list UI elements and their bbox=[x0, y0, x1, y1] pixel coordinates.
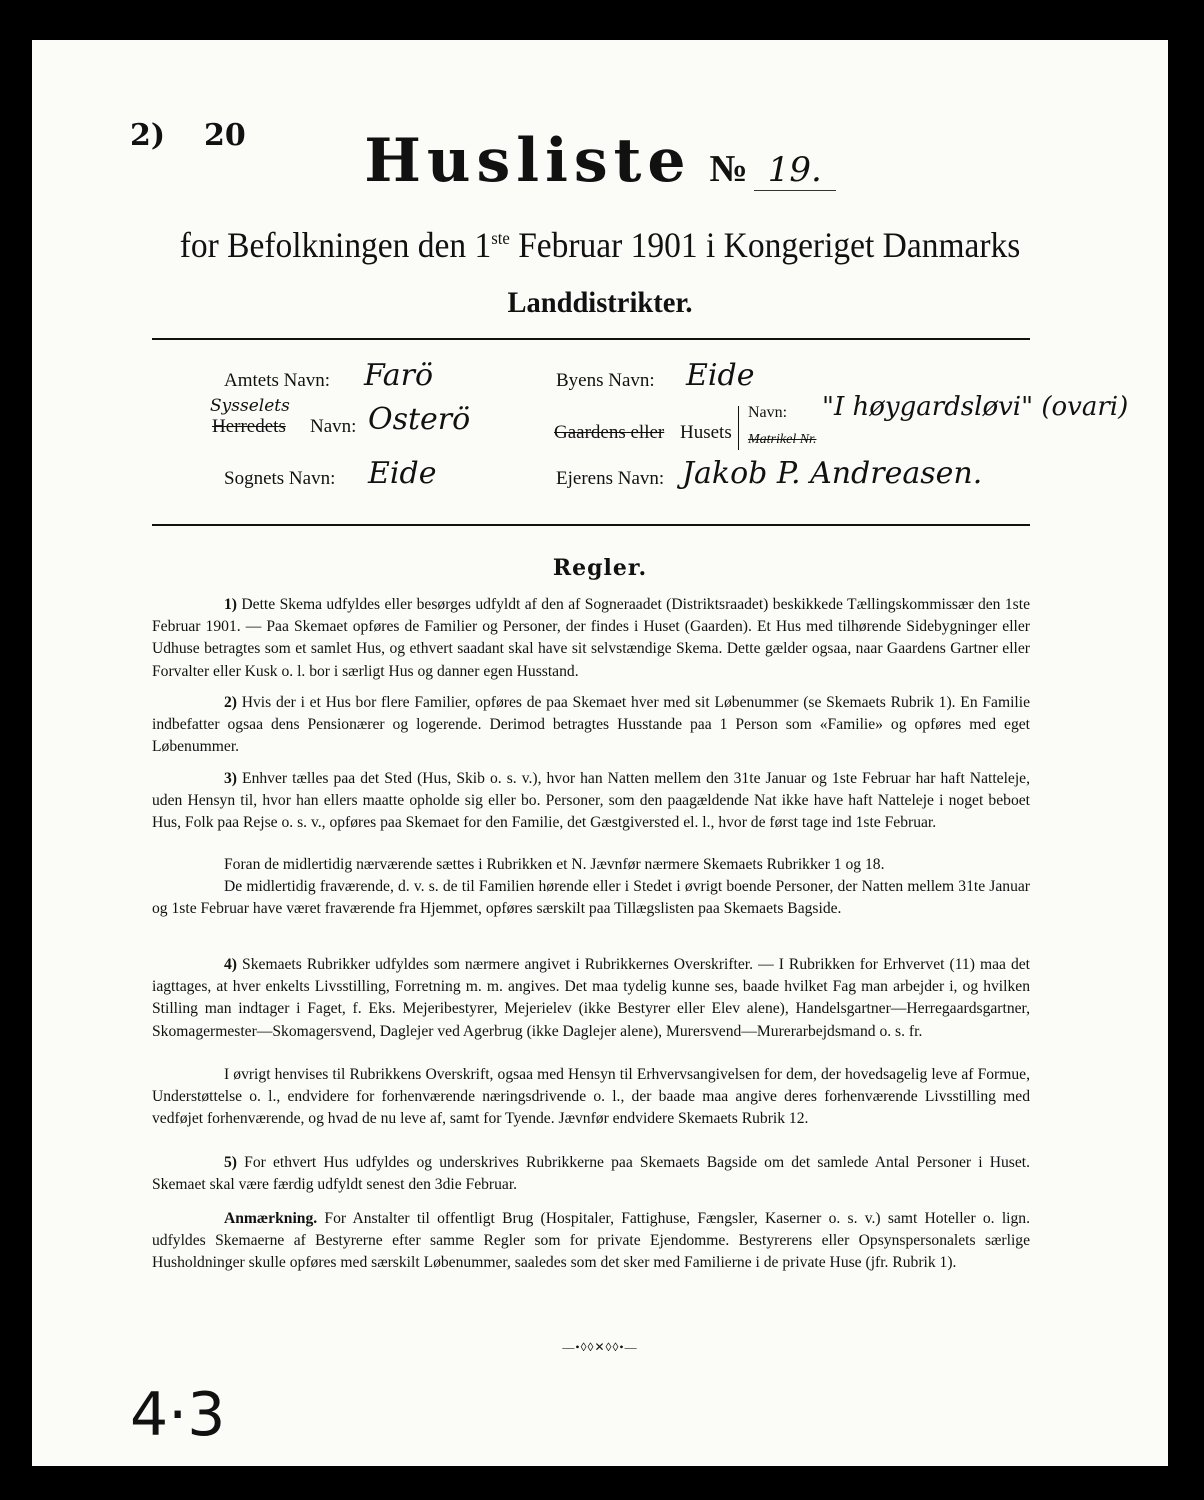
navn-label: Navn: bbox=[748, 404, 788, 421]
rule-3b: Foran de midlertidig nærværende sættes i Rubrikken et N. Jævnfør nærmere Skemaets Rubrikker 1 og 18. bbox=[224, 856, 885, 873]
subtitle-post: Februar 1901 i Kongeriget Danmarks bbox=[509, 225, 1021, 265]
syssel-value: Osterö bbox=[368, 402, 471, 437]
rule-5-text: For ethvert Hus udfyldes og underskrives Rubrikkerne paa Skemaets Bagside om det samlede Antal Personer i Huset. Skemaet skal være færdig udfyldt senest den 3die Februar. bbox=[152, 1154, 1030, 1194]
rule-3-text: Enhver tælles paa det Sted (Hus, Skib o. s. v.), hvor han Natten mellem den 31te Januar og 1ste Februar har haft Natteleje, uden Hensyn til, hvor han ellers maatte opholde sig eller bo. Personer, som den paagældende Nat ikke have haft Natteleje i noget beboet Hus, Folk paa Rejse o. s. v., opføres paa Skemaet for den Familie, det Gæstgiversted el. l., hvor de først tage ind 1ste Februar. bbox=[152, 770, 1030, 832]
rule-2 bbox=[152, 692, 1030, 759]
by-label: Byens Navn: bbox=[556, 370, 655, 391]
top-rule bbox=[152, 338, 1030, 340]
syssel-label: Navn: bbox=[310, 416, 357, 437]
anmaerkning-label: Anmærkning. bbox=[224, 1210, 318, 1227]
ornament-divider: —•◊◊✕◊◊•— bbox=[562, 1340, 638, 1354]
brace-line bbox=[738, 406, 739, 450]
rule-4b: I øvrigt henvises til Rubrikkens Overskrift, ogsaa med Hensyn til Erhvervsangivelsen for dem, der hovedsagelig leve af Formue, Understøttelse o. l., endvidere for forhenværende næringsdrivende o. l., der baade maa angive deres forhenværende Livsstilling med vedføjet forhenværende, og hvad de nu leve af, samt for Tyende. Jævnfør endvidere Skemaets Rubrik 12. bbox=[152, 1066, 1030, 1128]
rule-3-num: 3) bbox=[224, 770, 237, 787]
title-no-value: 19. bbox=[754, 150, 836, 191]
anmaerkning bbox=[152, 1208, 1030, 1275]
subtitle-pre: for Befolkningen den 1 bbox=[179, 225, 492, 265]
form-title bbox=[32, 126, 1168, 196]
rule-4 bbox=[152, 954, 1030, 1043]
rule-1-num: 1) bbox=[224, 596, 237, 613]
amt-value: Farö bbox=[364, 358, 434, 393]
subtitle-sup: ste bbox=[491, 228, 510, 248]
syssel-handwritten-label: Sysselets bbox=[210, 396, 290, 416]
regler-heading: Regler. bbox=[552, 555, 648, 581]
corner-number-left: 2) bbox=[130, 118, 166, 153]
handwritten-number-bottom: 4·3 bbox=[130, 1380, 226, 1450]
rule-4-text: Skemaets Rubrikker udfyldes som nærmere angivet i Rubrikkernes Overskrifter. — I Rubrikken for Erhvervet (11) maa det iagttages, at hver enkelts Livsstilling, Forretning m. m. angives. Det maa tydelig kunne ses, baade hvilket Fag man arbejder i, og hvilken Stilling man indtager i Faget, f. Eks. Mejeribestyrer, Mejerielev (ikke Bestyrer eller Elev alene), Handelsgartner—Herregaardsgartner, Skomagermester—Skomagersvend, Daglejer ved Agerbrug (ikke Daglejer alene), Murersvend—Murerarbejdsmand o. s. fr. bbox=[152, 956, 1030, 1040]
gaard-struck-label: Gaardens eller bbox=[554, 422, 665, 443]
ejer-value: Jakob P. Andreasen. bbox=[682, 456, 983, 491]
ejer-label: Ejerens Navn: bbox=[556, 468, 665, 489]
rule-3 bbox=[152, 768, 1030, 835]
amt-label: Amtets Navn: bbox=[224, 370, 331, 391]
rule-2-text: Hvis der i et Hus bor flere Familier, opføres de paa Skemaet hver med sit Løbenummer (se Skemaets Rubrik 1). En Familie indbefatter ogsaa dens Pensionærer og logerende. Derimod betragtes Husstande paa 1 Person som «Familie» og opføres med eget Løbenummer. bbox=[152, 694, 1030, 756]
rule-5 bbox=[152, 1152, 1030, 1196]
huset-label: Husets bbox=[680, 422, 732, 443]
sogn-label: Sognets Navn: bbox=[224, 468, 336, 489]
rule-1 bbox=[152, 594, 1030, 683]
rule-2-num: 2) bbox=[224, 694, 237, 711]
rule-3c: De midlertidig fraværende, d. v. s. de til Familien hørende eller i Stedet i øvrigt boende Personer, der Natten mellem 31te Januar og 1ste Februar have været fraværende fra Hjemmet, opføres særskilt paa Tillægslisten paa Skemaets Bagside. bbox=[152, 878, 1030, 918]
matrikel-struck-label: Matrikel Nr. bbox=[748, 432, 817, 447]
census-form-page bbox=[32, 40, 1168, 1466]
by-value: Eide bbox=[686, 358, 755, 393]
herred-struck-label: Herredets bbox=[212, 416, 286, 437]
title-main: Husliste bbox=[364, 126, 692, 196]
title-no-label: № bbox=[709, 148, 748, 190]
rule-1-text: Dette Skema udfyldes eller besørges udfyldt af den af Sogneraadet (Distriktsraadet) beskikkede Tællingskommissær den 1ste Februar 1901. — Paa Skemaet opføres de Familier og Personer, der findes i Huset (Gaarden). Et Hus med tilhørende Sidebygninger eller Udhuse betragtes som et samlet Hus, og ethvert saadant skal have sit selvstændige Skema. Dette gælder ogsaa, naar Gaardens Gartner eller Forvalter eller Kusk o. l. bor i særligt Hus og danner egen Husstand. bbox=[152, 596, 1030, 680]
anmaerkning-text: For Anstalter til offentligt Brug (Hospitaler, Fattighuse, Fængsler, Kaserner o. s. v.) samt Hoteller o. lign. udfyldes Skemaerne af Bestyrerne efter samme Regler som for private Ejendomme. Bestyrerens eller Opsynspersonalets særlige Husholdninger skulle opføres med særskilt Løbenummer, saaledes som det sker med Familierne i de private Huse (jfr. Rubrik 1). bbox=[152, 1210, 1030, 1272]
corner-number-right: 20 bbox=[204, 118, 246, 153]
form-subtitle-district: Landdistrikter. bbox=[507, 286, 693, 319]
rule-4-num: 4) bbox=[224, 956, 237, 973]
hus-navn-value: "I høygardsløvi" (ovari) bbox=[822, 392, 1129, 422]
rule-5-num: 5) bbox=[224, 1154, 237, 1171]
form-subtitle bbox=[72, 224, 1128, 266]
bottom-rule bbox=[152, 524, 1030, 526]
sogn-value: Eide bbox=[368, 456, 437, 491]
